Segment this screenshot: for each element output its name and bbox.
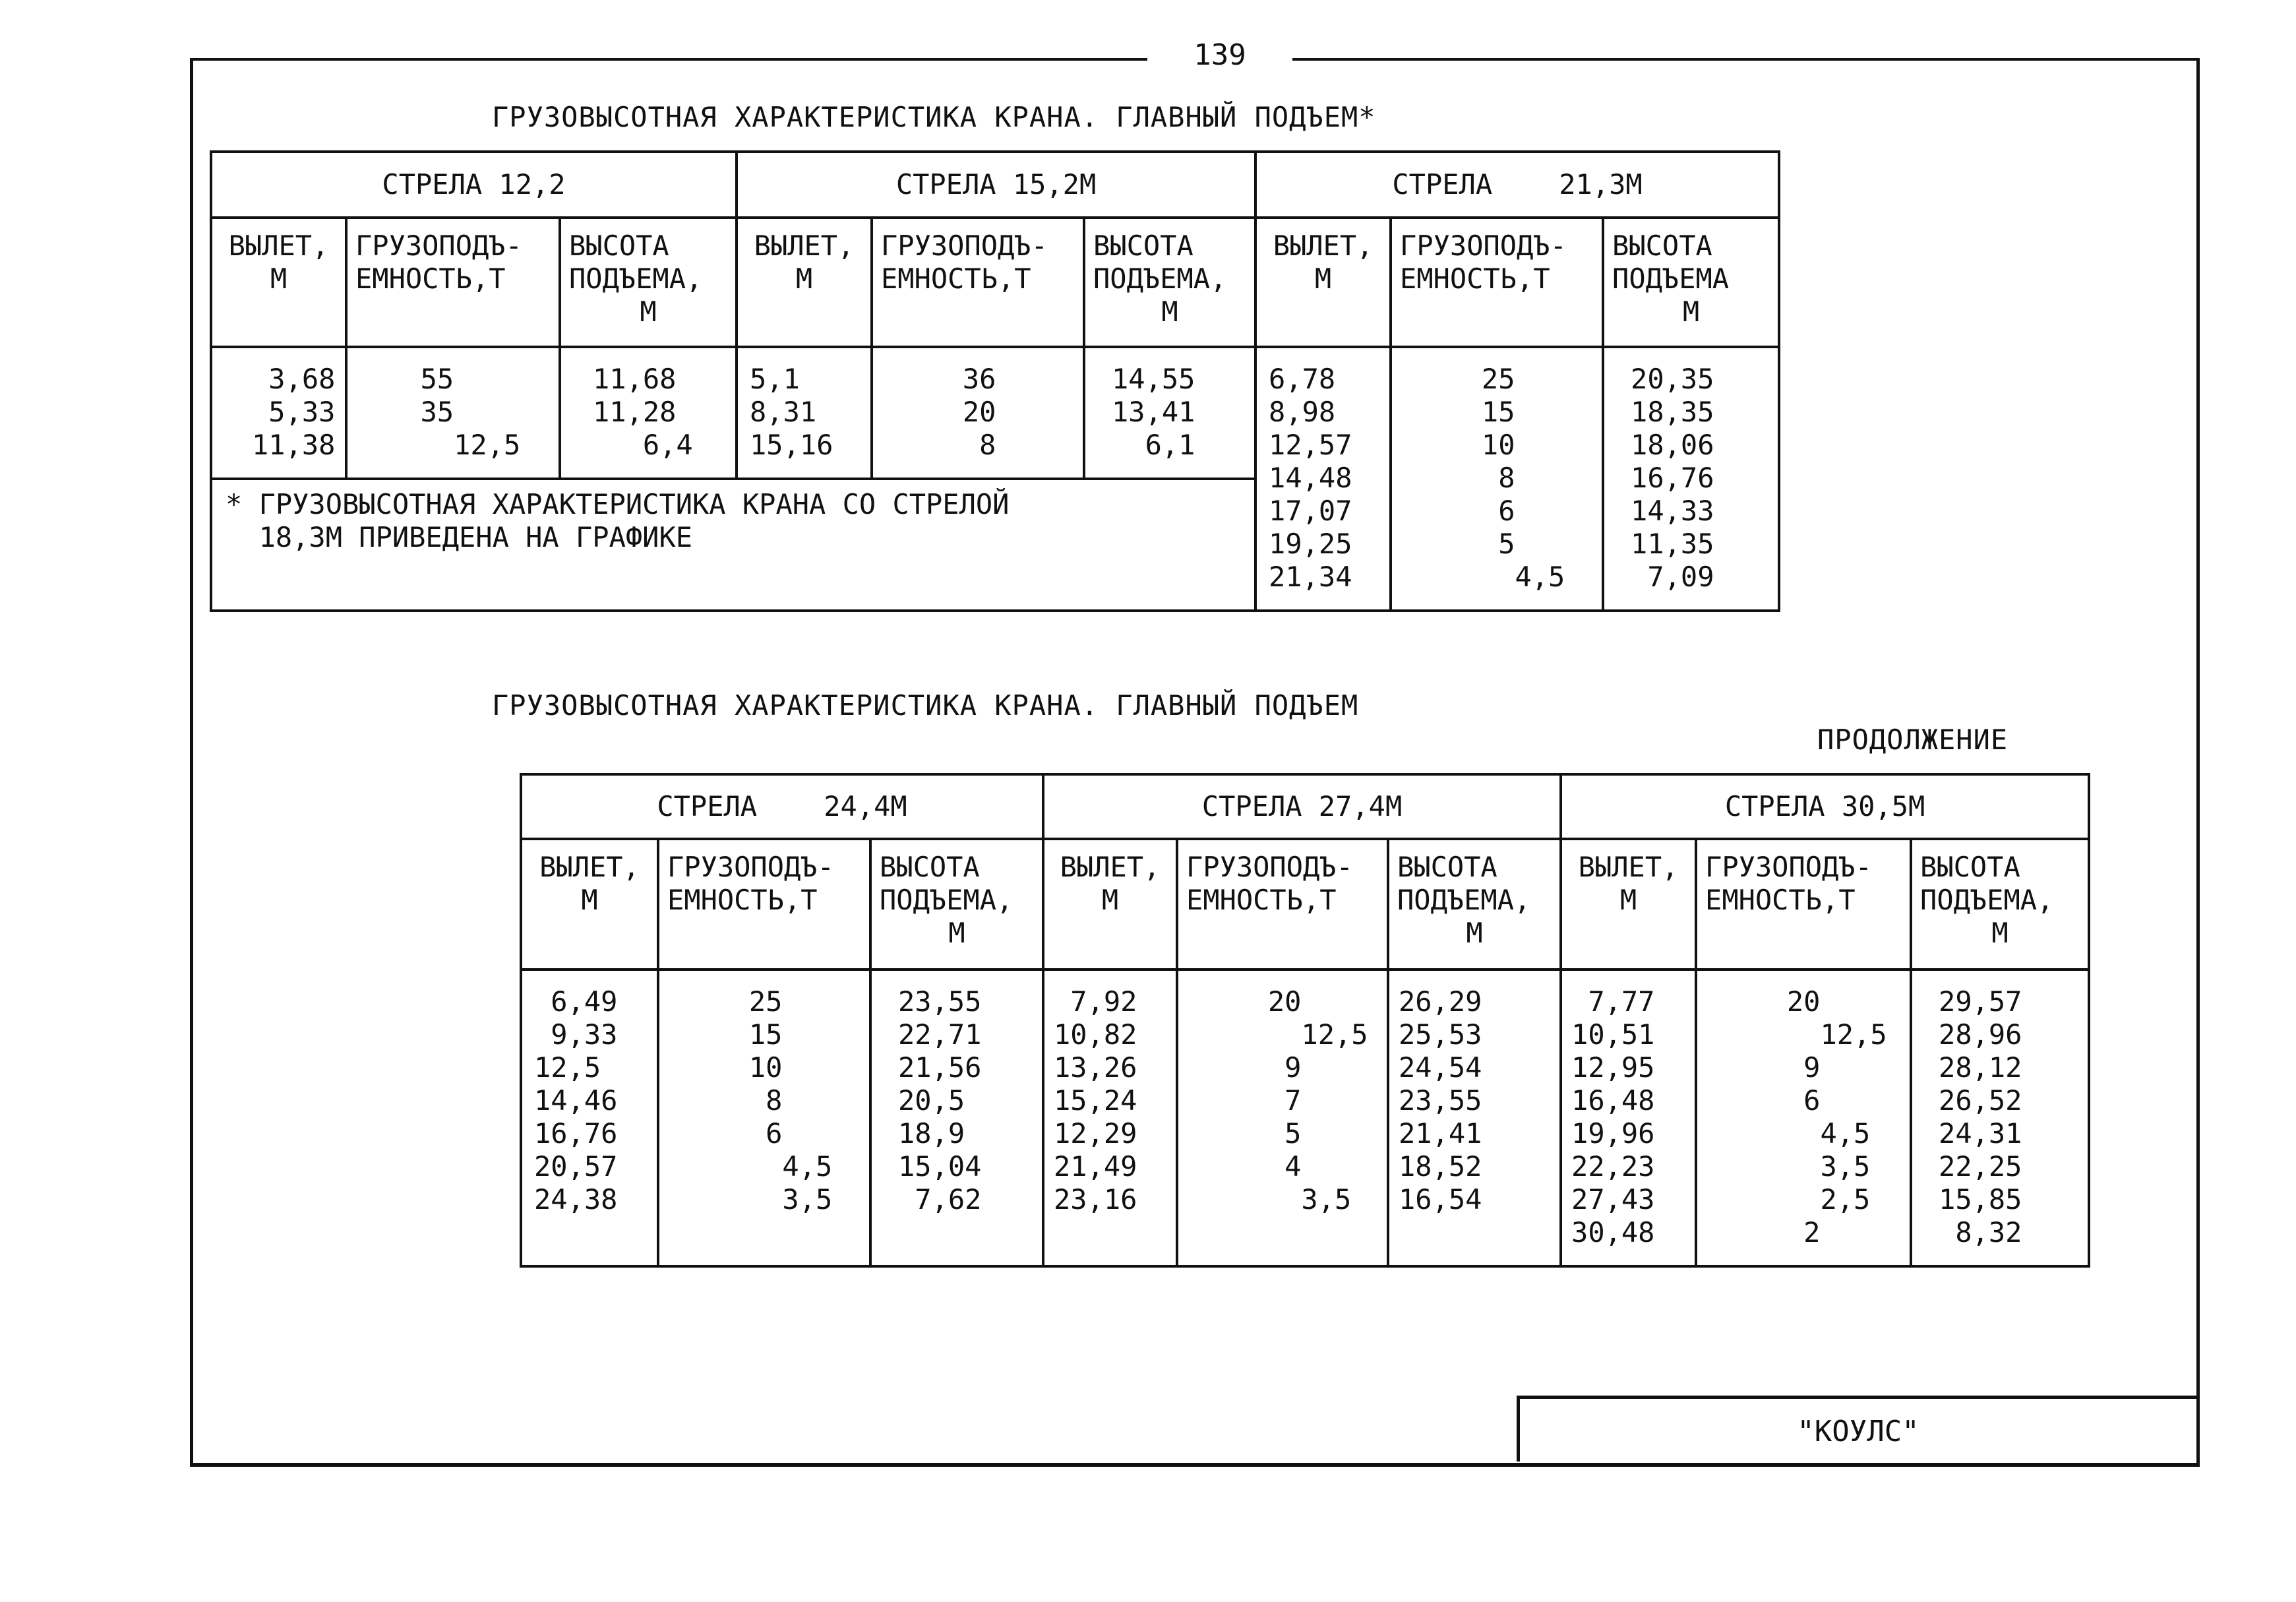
- table-cell-value: 16,76: [534, 1117, 618, 1150]
- table-cell-value: 15,85: [1939, 1183, 2022, 1216]
- table2-height-header: ВЫСОТА ПОДЪЕМА, М: [1911, 839, 2089, 970]
- table1-footnote: * ГРУЗОВЫСОТНАЯ ХАРАКТЕРИСТИКА КРАНА СО СТРЕЛОЙ 18,3М ПРИВЕДЕНА НА ГРАФИКЕ: [211, 479, 1255, 611]
- table-cell-value: 10: [1432, 429, 1515, 461]
- table-cell-value: 10: [699, 1051, 783, 1084]
- table-cell-value: 24,38: [534, 1183, 618, 1216]
- table-cell-value: 4: [1218, 1150, 1302, 1183]
- table2-boom3-header: СТРЕЛА 30,5М: [1561, 774, 2089, 839]
- table-cell-value: 23,55: [898, 985, 982, 1018]
- table1-capacity-header: ГРУЗОПОДЪ- ЕМНОСТЬ,Т: [346, 218, 560, 347]
- table-cell-value: 28,96: [1939, 1018, 2022, 1051]
- table-cell-value: 7: [1218, 1084, 1302, 1117]
- table2-capacity-header: ГРУЗОПОДЪ- ЕМНОСТЬ,Т: [1696, 839, 1911, 970]
- table1-boom3-capacity: [1391, 347, 1603, 611]
- table2-boom1-capacity: [658, 970, 870, 1266]
- table-cell-value: 12,95: [1571, 1051, 1655, 1084]
- table2-capacity-header: ГРУЗОПОДЪ- ЕМНОСТЬ,Т: [1177, 839, 1388, 970]
- table-cell-value: 26,29: [1399, 985, 1482, 1018]
- table-cell-value: 9,33: [534, 1018, 618, 1051]
- table1-boom2-capacity: [872, 347, 1084, 479]
- table-cell-value: 7,09: [1631, 561, 1714, 593]
- table-cell-value: 22,71: [898, 1018, 982, 1051]
- table-cell-value: 6,1: [1112, 429, 1195, 461]
- table-cell-value: 24,31: [1939, 1117, 2022, 1150]
- table1-capacity-header: ГРУЗОПОДЪ- ЕМНОСТЬ,Т: [1391, 218, 1603, 347]
- table-cell-value: 15,24: [1054, 1084, 1137, 1117]
- table-cell-value: 6,78: [1269, 363, 1336, 395]
- table1-capacity-header: ГРУЗОПОДЪ- ЕМНОСТЬ,Т: [872, 218, 1084, 347]
- table-cell-value: 22,25: [1939, 1150, 2022, 1183]
- table-cell-value: 36: [913, 363, 996, 395]
- table-cell-value: 12,5: [534, 1051, 601, 1084]
- table-cell-value: 7,62: [898, 1183, 982, 1216]
- table-cell-value: 17,07: [1269, 495, 1352, 527]
- table1-reach-header: ВЫЛЕТ, М: [1255, 218, 1391, 347]
- table-cell-value: 11,68: [593, 363, 677, 395]
- table1-boom1-header: СТРЕЛА 12,2: [211, 152, 737, 218]
- table-cell-value: 14,55: [1112, 363, 1195, 395]
- table-cell-value: 18,06: [1631, 429, 1714, 461]
- table-cell-value: 6,49: [534, 985, 618, 1018]
- table-cell-value: 23,55: [1399, 1084, 1482, 1117]
- table1-boom3-header: СТРЕЛА 21,3М: [1255, 152, 1779, 218]
- table-cell-value: 10,51: [1571, 1018, 1655, 1051]
- table-cell-value: 20: [1218, 985, 1302, 1018]
- table-cell-value: 27,43: [1571, 1183, 1655, 1216]
- table-cell-value: 12,5: [1737, 1018, 1887, 1051]
- table-cell-value: 8: [699, 1084, 783, 1117]
- table-cell-value: 20: [913, 396, 996, 428]
- table2-boom3-reach: [1561, 970, 1696, 1266]
- table-cell-value: 8,31: [750, 396, 817, 428]
- table2-boom2-capacity: [1177, 970, 1388, 1266]
- table-cell-value: 6: [699, 1117, 783, 1150]
- table-cell-value: 6: [1432, 495, 1515, 527]
- table-cell-value: 6: [1737, 1084, 1821, 1117]
- table-cell-value: 11,38: [252, 429, 336, 461]
- table-cell-value: 55: [387, 363, 454, 395]
- table2-reach-header: ВЫЛЕТ, М: [521, 839, 658, 970]
- table-cell-value: 13,26: [1054, 1051, 1137, 1084]
- table-cell-value: 16,48: [1571, 1084, 1655, 1117]
- table-cell-value: 5,1: [750, 363, 800, 395]
- table-cell-value: 5: [1432, 528, 1515, 560]
- table2-boom2-height: [1388, 970, 1561, 1266]
- table2-boom1-height: [870, 970, 1043, 1266]
- table-cell-value: 15,16: [750, 429, 833, 461]
- table-cell-value: 24,54: [1399, 1051, 1482, 1084]
- table-cell-value: 16,54: [1399, 1183, 1482, 1216]
- table-cell-value: 19,25: [1269, 528, 1352, 560]
- table2-capacity-header: ГРУЗОПОДЪ- ЕМНОСТЬ,Т: [658, 839, 870, 970]
- table-cell-value: 21,56: [898, 1051, 982, 1084]
- table-cell-value: 20,57: [534, 1150, 618, 1183]
- table1-boom1-capacity: [346, 347, 560, 479]
- table-cell-value: 18,35: [1631, 396, 1714, 428]
- table-cell-value: 21,41: [1399, 1117, 1482, 1150]
- table-cell-value: 7,92: [1054, 985, 1137, 1018]
- table-cell-value: 4,5: [1432, 561, 1565, 593]
- table-cell-value: 3,5: [699, 1183, 833, 1216]
- table-cell-value: 22,23: [1571, 1150, 1655, 1183]
- table-cell-value: 11,28: [593, 396, 677, 428]
- table1-boom3-reach: [1255, 347, 1391, 611]
- table-cell-value: 9: [1737, 1051, 1821, 1084]
- table-cell-value: 12,5: [1218, 1018, 1368, 1051]
- table-cell-value: 14,48: [1269, 462, 1352, 494]
- table1-title: ГРУЗОВЫСОТНАЯ ХАРАКТЕРИСТИКА КРАНА. ГЛАВНЫЙ ПОДЪЕМ*: [492, 101, 1376, 133]
- table-cell-value: 3,5: [1218, 1183, 1352, 1216]
- table-cell-value: 23,16: [1054, 1183, 1137, 1216]
- table2-continuation: ПРОДОЛЖЕНИЕ: [1817, 724, 2009, 756]
- table-cell-value: 15: [699, 1018, 783, 1051]
- table-cell-value: 4,5: [1737, 1117, 1871, 1150]
- table-cell-value: 25: [699, 985, 783, 1018]
- table2: [520, 773, 2090, 1268]
- table-cell-value: 16,76: [1631, 462, 1714, 494]
- table1-boom2-reach: [737, 347, 872, 479]
- table-cell-value: 25: [1432, 363, 1515, 395]
- table2-reach-header: ВЫЛЕТ, М: [1561, 839, 1696, 970]
- table-cell-value: 8,98: [1269, 396, 1336, 428]
- table-cell-value: 14,33: [1631, 495, 1714, 527]
- table-cell-value: 35: [387, 396, 454, 428]
- table1-reach-header: ВЫЛЕТ, М: [211, 218, 346, 347]
- table-cell-value: 15: [1432, 396, 1515, 428]
- table-cell-value: 25,53: [1399, 1018, 1482, 1051]
- table-cell-value: 3,68: [252, 363, 336, 395]
- table-cell-value: 29,57: [1939, 985, 2022, 1018]
- table-cell-value: 19,96: [1571, 1117, 1655, 1150]
- table1-boom1-reach: [211, 347, 346, 479]
- table-cell-value: 8: [1432, 462, 1515, 494]
- table-cell-value: 18,9: [898, 1117, 965, 1150]
- table2-height-header: ВЫСОТА ПОДЪЕМА, М: [870, 839, 1043, 970]
- table2-boom2-header: СТРЕЛА 27,4М: [1043, 774, 1561, 839]
- table-cell-value: 4,5: [699, 1150, 833, 1183]
- table-cell-value: 20,5: [898, 1084, 965, 1117]
- table-cell-value: 5: [1218, 1117, 1302, 1150]
- table-cell-value: 20: [1737, 985, 1821, 1018]
- table-cell-value: 28,12: [1939, 1051, 2022, 1084]
- table1-height-header: ВЫСОТА ПОДЪЕМА, М: [1084, 218, 1255, 347]
- table-cell-value: 12,57: [1269, 429, 1352, 461]
- table-cell-value: 3,5: [1737, 1150, 1871, 1183]
- table2-boom1-header: СТРЕЛА 24,4М: [521, 774, 1043, 839]
- table-cell-value: 6,4: [593, 429, 693, 461]
- table2-reach-header: ВЫЛЕТ, М: [1043, 839, 1177, 970]
- page-number: 139: [1147, 34, 1292, 77]
- table-cell-value: 18,52: [1399, 1150, 1482, 1183]
- table-cell-value: 11,35: [1631, 528, 1714, 560]
- table-cell-value: 2: [1737, 1216, 1821, 1248]
- table-cell-value: 12,29: [1054, 1117, 1137, 1150]
- table2-boom3-height: [1911, 970, 2089, 1266]
- table-cell-value: 12,5: [387, 429, 521, 461]
- table1-height-header: ВЫСОТА ПОДЪЕМА, М: [560, 218, 737, 347]
- table-cell-value: 7,77: [1571, 985, 1655, 1018]
- table-cell-value: 15,04: [898, 1150, 982, 1183]
- table2-boom2-reach: [1043, 970, 1177, 1266]
- table1-boom3-height: [1603, 347, 1779, 611]
- table-cell-value: 5,33: [252, 396, 336, 428]
- table-cell-value: 30,48: [1571, 1216, 1655, 1248]
- table1-boom2-header: СТРЕЛА 15,2М: [737, 152, 1255, 218]
- table-cell-value: 8: [913, 429, 996, 461]
- table-cell-value: 10,82: [1054, 1018, 1137, 1051]
- table-cell-value: 21,49: [1054, 1150, 1137, 1183]
- table2-boom1-reach: [521, 970, 658, 1266]
- table1-boom1-height: [560, 347, 737, 479]
- table-cell-value: 9: [1218, 1051, 1302, 1084]
- table2-title: ГРУЗОВЫСОТНАЯ ХАРАКТЕРИСТИКА КРАНА. ГЛАВНЫЙ ПОДЪЕМ: [492, 689, 1359, 722]
- table1-height-header: ВЫСОТА ПОДЪЕМА М: [1603, 218, 1779, 347]
- table1-reach-header: ВЫЛЕТ, М: [737, 218, 872, 347]
- table-cell-value: 13,41: [1112, 396, 1195, 428]
- table-cell-value: 21,34: [1269, 561, 1352, 593]
- company-stamp: "КОУЛС": [1517, 1396, 2200, 1462]
- table1-boom2-height: [1084, 347, 1255, 479]
- table2-height-header: ВЫСОТА ПОДЪЕМА, М: [1388, 839, 1561, 970]
- table1: [210, 150, 1780, 612]
- table-cell-value: 26,52: [1939, 1084, 2022, 1117]
- table2-boom3-capacity: [1696, 970, 1911, 1266]
- table-cell-value: 2,5: [1737, 1183, 1871, 1216]
- table-cell-value: 8,32: [1939, 1216, 2022, 1248]
- table-cell-value: 14,46: [534, 1084, 618, 1117]
- table-cell-value: 20,35: [1631, 363, 1714, 395]
